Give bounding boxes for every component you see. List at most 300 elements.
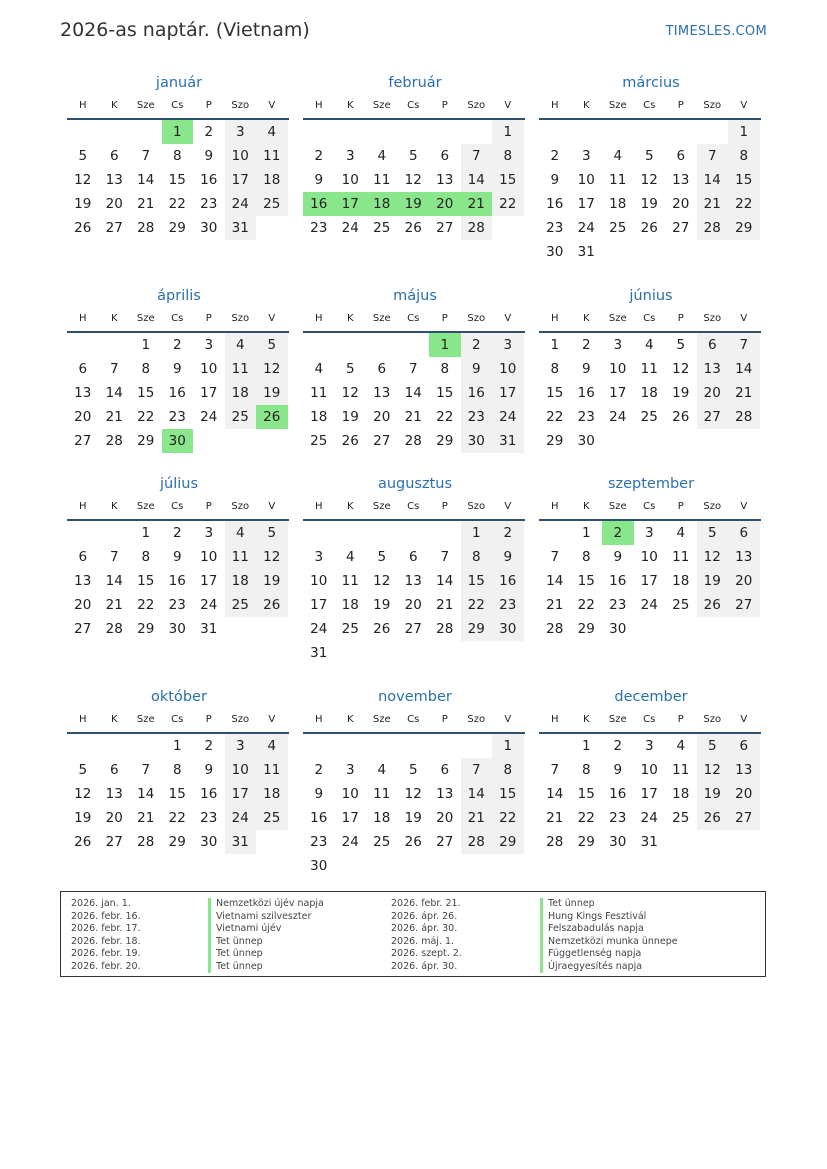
day-cell: 13 — [404, 573, 422, 589]
day-cell: 19 — [640, 196, 658, 212]
legend-holiday-name: Nemzetközi újév napja — [208, 898, 324, 911]
month-9 — [539, 474, 761, 641]
day-cell: 26 — [697, 806, 729, 830]
empty-cell — [429, 521, 461, 545]
weekday-label: K — [346, 313, 354, 324]
week-row — [67, 758, 289, 782]
day-cell: 16 — [492, 569, 524, 593]
legend-date: 2026. jan. 1. — [71, 898, 131, 909]
day-cell: 16 — [609, 786, 627, 802]
week-row — [303, 521, 525, 545]
week-row — [539, 333, 761, 357]
day-cell: 30 — [492, 617, 524, 641]
day-cell: 25 — [310, 433, 328, 449]
weekday-label: Sze — [136, 714, 155, 725]
day-cell: 1 — [461, 521, 493, 545]
day-cell: 26 — [373, 621, 391, 637]
weekday-label: H — [314, 100, 323, 111]
weekday-label: K — [110, 100, 118, 111]
day-cell: 20 — [373, 409, 391, 425]
week-row — [539, 144, 761, 168]
day-cell: 20 — [728, 782, 760, 806]
day-cell: 24 — [492, 405, 524, 429]
day-cell: 29 — [168, 834, 186, 850]
day-cell: 16 — [609, 573, 627, 589]
day-cell: 9 — [581, 361, 591, 377]
weekday-label: P — [677, 313, 684, 324]
day-cell: 22 — [461, 593, 493, 617]
day-cell: 22 — [137, 597, 155, 613]
weekday-label: H — [314, 313, 323, 324]
day-cell: 27 — [697, 405, 729, 429]
month-name: február — [388, 75, 442, 91]
day-cell: 3 — [613, 337, 623, 353]
day-cell: 22 — [492, 192, 524, 216]
week-row — [539, 617, 761, 641]
day-cell: 7 — [141, 762, 151, 778]
weekday-label: Cs — [407, 714, 420, 725]
day-cell: 7 — [109, 361, 119, 377]
day-cell: 20 — [105, 196, 123, 212]
weekday-header — [303, 306, 525, 333]
day-cell: 6 — [440, 148, 450, 164]
day-cell: 30 — [577, 433, 595, 449]
day-cell: 13 — [105, 786, 123, 802]
week-row — [539, 521, 761, 545]
day-cell: 13 — [105, 172, 123, 188]
empty-cell — [335, 521, 367, 545]
weekday-label: Szo — [231, 501, 250, 512]
day-cell: 20 — [404, 597, 422, 613]
day-cell: 21 — [546, 810, 564, 826]
week-row — [539, 405, 761, 429]
empty-cell — [602, 120, 634, 144]
day-cell: 8 — [141, 549, 151, 565]
weekday-label: K — [582, 313, 590, 324]
day-cell: 16 — [200, 172, 218, 188]
day-cell: 18 — [373, 810, 391, 826]
weekday-label: Cs — [407, 501, 420, 512]
day-cell: 17 — [310, 597, 328, 613]
empty-cell — [193, 429, 225, 453]
day-cell: 23 — [492, 593, 524, 617]
day-cell: 27 — [74, 433, 92, 449]
day-cell: 5 — [377, 549, 387, 565]
empty-cell — [634, 240, 666, 264]
day-cell: 4 — [345, 549, 355, 565]
weekday-label: Cs — [643, 313, 656, 324]
empty-cell — [335, 854, 367, 878]
weekday-label: Szo — [703, 501, 722, 512]
day-cell: 3 — [345, 762, 355, 778]
day-cell: 20 — [697, 381, 729, 405]
day-cell: 29 — [577, 834, 595, 850]
day-cell: 29 — [492, 830, 524, 854]
empty-cell — [256, 216, 288, 240]
day-cell: 28 — [404, 433, 422, 449]
day-cell: 21 — [137, 196, 155, 212]
empty-cell — [602, 429, 634, 453]
day-cell: 2 — [581, 337, 591, 353]
day-cell: 9 — [204, 762, 214, 778]
empty-cell — [99, 333, 131, 357]
day-cell: 10 — [200, 549, 218, 565]
day-cell: 28 — [436, 621, 454, 637]
week-row — [539, 782, 761, 806]
week-row — [539, 593, 761, 617]
weekday-label: H — [550, 501, 559, 512]
day-cell: 10 — [341, 172, 359, 188]
month-name: december — [614, 689, 688, 705]
week-row — [303, 782, 525, 806]
weekday-label: P — [441, 100, 448, 111]
day-cell: 14 — [404, 385, 422, 401]
empty-cell — [665, 617, 697, 641]
empty-cell — [67, 333, 99, 357]
weekday-label: Cs — [171, 100, 184, 111]
day-cell: 5 — [676, 337, 686, 353]
week-row — [67, 405, 289, 429]
day-cell: 7 — [461, 758, 493, 782]
day-cell: 14 — [137, 786, 155, 802]
day-cell: 11 — [609, 172, 627, 188]
weekday-label: P — [205, 714, 212, 725]
day-cell: 2 — [550, 148, 560, 164]
day-cell: 1 — [492, 734, 524, 758]
month-6 — [539, 286, 761, 453]
weekday-label: H — [78, 714, 87, 725]
day-cell: 20 — [74, 597, 92, 613]
day-cell: 24 — [341, 834, 359, 850]
day-cell: 26 — [404, 834, 422, 850]
day-cell: 13 — [697, 357, 729, 381]
empty-cell — [130, 120, 162, 144]
week-row — [303, 641, 525, 665]
week-row — [67, 357, 289, 381]
day-cell: 9 — [172, 549, 182, 565]
week-row — [303, 381, 525, 405]
day-cell: 21 — [436, 597, 454, 613]
day-cell: 31 — [577, 244, 595, 260]
day-cell: 30 — [461, 429, 493, 453]
day-cell: 22 — [577, 597, 595, 613]
weekday-label: K — [582, 501, 590, 512]
weekday-label: K — [582, 714, 590, 725]
day-cell: 12 — [697, 758, 729, 782]
legend-holiday-name: Vietnami szilveszter — [208, 911, 311, 924]
weekday-label: K — [110, 501, 118, 512]
day-cell: 29 — [137, 621, 155, 637]
weekday-label: Cs — [171, 501, 184, 512]
weekday-label: Szo — [467, 501, 486, 512]
day-cell: 15 — [577, 786, 595, 802]
day-cell: 17 — [341, 810, 359, 826]
weekday-label: H — [78, 501, 87, 512]
week-row — [303, 429, 525, 453]
empty-cell — [665, 830, 697, 854]
day-cell: 12 — [697, 545, 729, 569]
day-cell: 4 — [225, 333, 257, 357]
day-cell: 24 — [609, 409, 627, 425]
legend-date: 2026. febr. 21. — [391, 898, 461, 909]
day-cell: 2 — [172, 525, 182, 541]
empty-cell — [67, 120, 99, 144]
day-cell: 6 — [408, 549, 418, 565]
week-row — [303, 830, 525, 854]
empty-cell — [130, 734, 162, 758]
day-cell: 15 — [577, 573, 595, 589]
month-2 — [303, 73, 525, 240]
day-cell: 9 — [613, 762, 623, 778]
week-row — [539, 830, 761, 854]
holiday-day-cell: 26 — [256, 405, 288, 429]
legend-date: 2026. ápr. 30. — [391, 960, 458, 972]
day-cell: 7 — [461, 144, 493, 168]
day-cell: 25 — [373, 834, 391, 850]
day-cell: 21 — [105, 409, 123, 425]
day-cell: 12 — [256, 357, 288, 381]
empty-cell — [366, 641, 398, 665]
day-cell: 11 — [341, 573, 359, 589]
weekday-label: K — [346, 501, 354, 512]
page-title: 2026-as naptár. (Vietnam) — [60, 19, 310, 41]
weekday-header — [539, 707, 761, 734]
week-row — [539, 357, 761, 381]
day-cell: 17 — [200, 573, 218, 589]
day-cell: 11 — [225, 545, 257, 569]
legend-date: 2026. ápr. 30. — [391, 923, 458, 934]
brand-logo[interactable]: TIMESLES.COM — [665, 24, 767, 39]
day-cell: 13 — [74, 573, 92, 589]
day-cell: 15 — [492, 168, 524, 192]
week-row — [539, 429, 761, 453]
weekday-label: Cs — [407, 100, 420, 111]
weekday-label: Sze — [608, 100, 627, 111]
holiday-day-cell: 18 — [366, 192, 398, 216]
holiday-legend — [60, 891, 766, 977]
week-row — [67, 617, 289, 641]
weekday-header — [303, 93, 525, 120]
day-cell: 2 — [461, 333, 493, 357]
day-cell: 15 — [137, 385, 155, 401]
day-cell: 8 — [440, 361, 450, 377]
day-cell: 6 — [440, 762, 450, 778]
legend-holiday-name: Vietnami újév — [208, 923, 281, 936]
legend-date: 2026. febr. 19. — [71, 948, 141, 959]
day-cell: 23 — [609, 597, 627, 613]
day-cell: 19 — [672, 385, 690, 401]
weekday-label: P — [677, 100, 684, 111]
week-row — [303, 593, 525, 617]
weekday-label: P — [441, 313, 448, 324]
day-cell: 30 — [168, 621, 186, 637]
day-cell: 25 — [341, 621, 359, 637]
day-cell: 27 — [105, 834, 123, 850]
day-cell: 19 — [74, 810, 92, 826]
day-cell: 3 — [581, 148, 591, 164]
day-cell: 18 — [225, 569, 257, 593]
day-cell: 5 — [78, 148, 88, 164]
week-row — [539, 192, 761, 216]
day-cell: 2 — [314, 762, 324, 778]
weekday-label: Cs — [407, 313, 420, 324]
day-cell: 15 — [168, 786, 186, 802]
day-cell: 28 — [137, 834, 155, 850]
legend-date: 2026. febr. 20. — [71, 960, 141, 972]
day-cell: 18 — [640, 385, 658, 401]
empty-cell — [728, 617, 760, 641]
day-cell: 2 — [314, 148, 324, 164]
day-cell: 17 — [492, 381, 524, 405]
week-row — [303, 569, 525, 593]
weekday-label: Szo — [231, 313, 250, 324]
day-cell: 26 — [640, 220, 658, 236]
day-cell: 3 — [345, 148, 355, 164]
weekday-label: V — [268, 313, 276, 324]
empty-cell — [99, 120, 131, 144]
empty-cell — [225, 429, 257, 453]
weekday-label: Cs — [643, 100, 656, 111]
day-cell: 28 — [697, 216, 729, 240]
week-row — [539, 758, 761, 782]
day-cell: 15 — [492, 782, 524, 806]
legend-holiday-name: Tet ünnep — [208, 961, 263, 974]
day-cell: 4 — [644, 337, 654, 353]
day-cell: 22 — [546, 409, 564, 425]
week-row — [67, 806, 289, 830]
day-cell: 9 — [314, 786, 324, 802]
empty-cell — [366, 521, 398, 545]
day-cell: 3 — [225, 734, 257, 758]
weekday-label: Cs — [643, 714, 656, 725]
day-cell: 25 — [225, 405, 257, 429]
day-cell: 5 — [408, 762, 418, 778]
week-row — [67, 192, 289, 216]
day-cell: 7 — [109, 549, 119, 565]
day-cell: 31 — [225, 216, 257, 240]
day-cell: 12 — [373, 573, 391, 589]
day-cell: 6 — [377, 361, 387, 377]
day-cell: 30 — [200, 834, 218, 850]
month-name: szeptember — [607, 476, 695, 492]
weekday-label: V — [268, 501, 276, 512]
weekday-label: Sze — [136, 100, 155, 111]
empty-cell — [665, 429, 697, 453]
day-cell: 30 — [200, 220, 218, 236]
day-cell: 6 — [676, 148, 686, 164]
day-cell: 4 — [613, 148, 623, 164]
day-cell: 13 — [728, 758, 760, 782]
day-cell: 6 — [109, 148, 119, 164]
weekday-label: V — [268, 100, 276, 111]
weekday-label: K — [110, 313, 118, 324]
day-cell: 27 — [728, 806, 760, 830]
day-cell: 5 — [256, 333, 288, 357]
day-cell: 14 — [105, 385, 123, 401]
weekday-header — [539, 93, 761, 120]
month-1 — [67, 73, 289, 240]
day-cell: 18 — [672, 573, 690, 589]
empty-cell — [665, 120, 697, 144]
day-cell: 1 — [581, 738, 591, 754]
day-cell: 27 — [436, 834, 454, 850]
day-cell: 29 — [137, 433, 155, 449]
legend-holiday-name: Tet ünnep — [208, 948, 263, 961]
weekday-label: P — [205, 313, 212, 324]
day-cell: 4 — [314, 361, 324, 377]
day-cell: 27 — [404, 621, 422, 637]
day-cell: 12 — [640, 172, 658, 188]
day-cell: 10 — [577, 172, 595, 188]
day-cell: 31 — [492, 429, 524, 453]
day-cell: 28 — [105, 621, 123, 637]
month-name: április — [157, 288, 201, 304]
week-row — [67, 734, 289, 758]
day-cell: 24 — [341, 220, 359, 236]
weekday-label: Szo — [467, 313, 486, 324]
weekday-label: V — [504, 313, 512, 324]
day-cell: 3 — [492, 333, 524, 357]
empty-cell — [429, 120, 461, 144]
empty-cell — [728, 830, 760, 854]
day-cell: 21 — [728, 381, 760, 405]
empty-cell — [539, 521, 571, 545]
day-cell: 25 — [256, 806, 288, 830]
weekday-label: H — [314, 714, 323, 725]
empty-cell — [366, 333, 398, 357]
week-row — [67, 429, 289, 453]
week-row — [67, 333, 289, 357]
day-cell: 9 — [613, 549, 623, 565]
day-cell: 5 — [345, 361, 355, 377]
week-row — [539, 168, 761, 192]
empty-cell — [539, 734, 571, 758]
day-cell: 14 — [461, 782, 493, 806]
weekday-label: V — [740, 501, 748, 512]
day-cell: 26 — [256, 593, 288, 617]
day-cell: 12 — [404, 172, 422, 188]
day-cell: 18 — [225, 381, 257, 405]
day-cell: 4 — [225, 521, 257, 545]
day-cell: 26 — [697, 593, 729, 617]
weekday-label: Szo — [703, 714, 722, 725]
day-cell: 29 — [577, 621, 595, 637]
day-cell: 22 — [168, 810, 186, 826]
day-cell: 18 — [256, 168, 288, 192]
day-cell: 21 — [137, 810, 155, 826]
day-cell: 3 — [314, 549, 324, 565]
day-cell: 22 — [168, 196, 186, 212]
month-name: június — [629, 288, 673, 304]
day-cell: 8 — [581, 762, 591, 778]
day-cell: 25 — [672, 810, 690, 826]
day-cell: 23 — [577, 409, 595, 425]
legend-holiday-name: Függetlenség napja — [540, 948, 641, 961]
weekday-label: K — [346, 100, 354, 111]
empty-cell — [335, 734, 367, 758]
legend-holiday-name: Tet ünnep — [540, 898, 595, 911]
weekday-label: Sze — [372, 313, 391, 324]
day-cell: 22 — [436, 409, 454, 425]
day-cell: 16 — [168, 573, 186, 589]
weekday-label: Sze — [372, 100, 391, 111]
week-row — [67, 593, 289, 617]
day-cell: 26 — [404, 220, 422, 236]
holiday-day-cell: 2 — [602, 521, 634, 545]
weekday-label: P — [677, 714, 684, 725]
empty-cell — [492, 641, 524, 665]
day-cell: 26 — [74, 834, 92, 850]
